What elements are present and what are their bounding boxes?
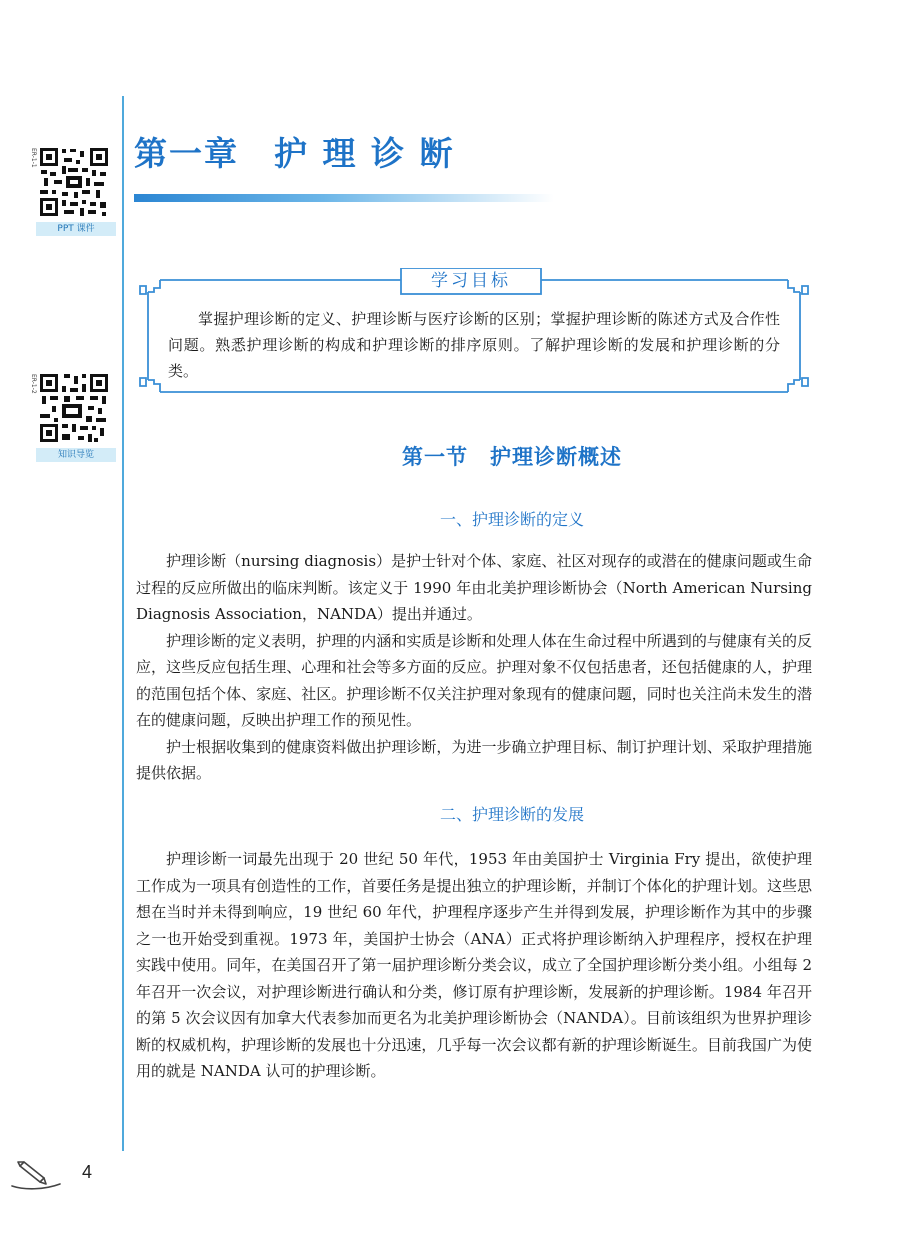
qr-code-label: ER-1-1 <box>30 148 37 168</box>
objectives-text: 掌握护理诊断的定义、护理诊断与医疗诊断的区别；掌握护理诊断的陈述方式及合作性问题。熟悉护理诊断的构成和护理诊断的排序原则。了解护理诊断的发展和护理诊断的分类。 <box>168 310 780 380</box>
paragraph: 护理诊断一词最先出现于 20 世纪 50 年代，1953 年由美国护士 Virginia Fry 提出，欲使护理工作成为一项具有创造性的工作，首要任务是提出独立的护理诊断，并制订个体化的护理计划。这些思想在当时并未得到响应，19 世纪 60 年代，护理程序逐步产生并得到发展，护理诊断作为其中的步骤之一也开始受到重视。1973 年，美国护士协会（ANA）正式将护理诊断纳入护理程序，授权在护理实践中使用。同年，在美国召开了第一届护理诊断分类会议，成立了全国护理诊断分类小组。小组每 2 年召开一次会议，对护理诊断进行确认和分类，修订原有护理诊断，发展新的护理诊断。1984 年召开的第 5 次会议因有加拿大代表参加而更名为北美护理诊断协会（NANDA）。目前该组织为世界护理诊断的权威机构，护理诊断的发展也十分迅速，几乎每一次会议都有新的护理诊断诞生。目前我国广为使用的就是 NANDA 认可的护理诊断。 <box>136 850 812 1080</box>
chapter-title: 第一章 护 理 诊 断 <box>134 134 455 173</box>
qr-code-icon[interactable] <box>38 372 110 444</box>
page-number: 4 <box>82 1162 93 1182</box>
objectives-title: 学习目标 <box>431 271 511 291</box>
qr-code-label: ER-1-2 <box>30 374 37 394</box>
qr-caption: 知识导览 <box>36 448 116 462</box>
margin-rule <box>122 96 124 1151</box>
subsection-title-definition: 一、护理诊断的定义 <box>439 510 584 529</box>
qr-caption: PPT 课件 <box>36 222 116 236</box>
development-body <box>136 846 812 1085</box>
qr-code-icon[interactable] <box>38 146 110 218</box>
pen-writing-icon <box>10 1156 66 1192</box>
title-underline-bar <box>134 194 554 202</box>
paragraph: 护理诊断（nursing diagnosis）是护士针对个体、家庭、社区对现存的或潜在的健康问题或生命过程的反应所做出的临床判断。该定义于 1990 年由北美护理诊断协会（North American Nursing Diagnosis Association，NANDA）提出并通过。 <box>136 552 812 623</box>
definition-body <box>136 548 812 787</box>
paragraph: 护理诊断的定义表明，护理的内涵和实质是诊断和处理人体在生命过程中所遇到的与健康有关的反应，这些反应包括生理、心理和社会等多方面的反应。护理对象不仅包括患者，还包括健康的人，护理的范围包括个体、家庭、社区。护理诊断不仅关注护理对象现有的健康问题，同时也关注尚未发生的潜在的健康问题，反映出护理工作的预见性。 <box>136 631 812 729</box>
section-title: 第一节 护理诊断概述 <box>402 445 622 469</box>
paragraph: 护士根据收集到的健康资料做出护理诊断，为进一步确立护理目标、制订护理计划、采取护理措施提供依据。 <box>136 737 812 782</box>
subsection-title-development: 二、护理诊断的发展 <box>439 805 584 824</box>
